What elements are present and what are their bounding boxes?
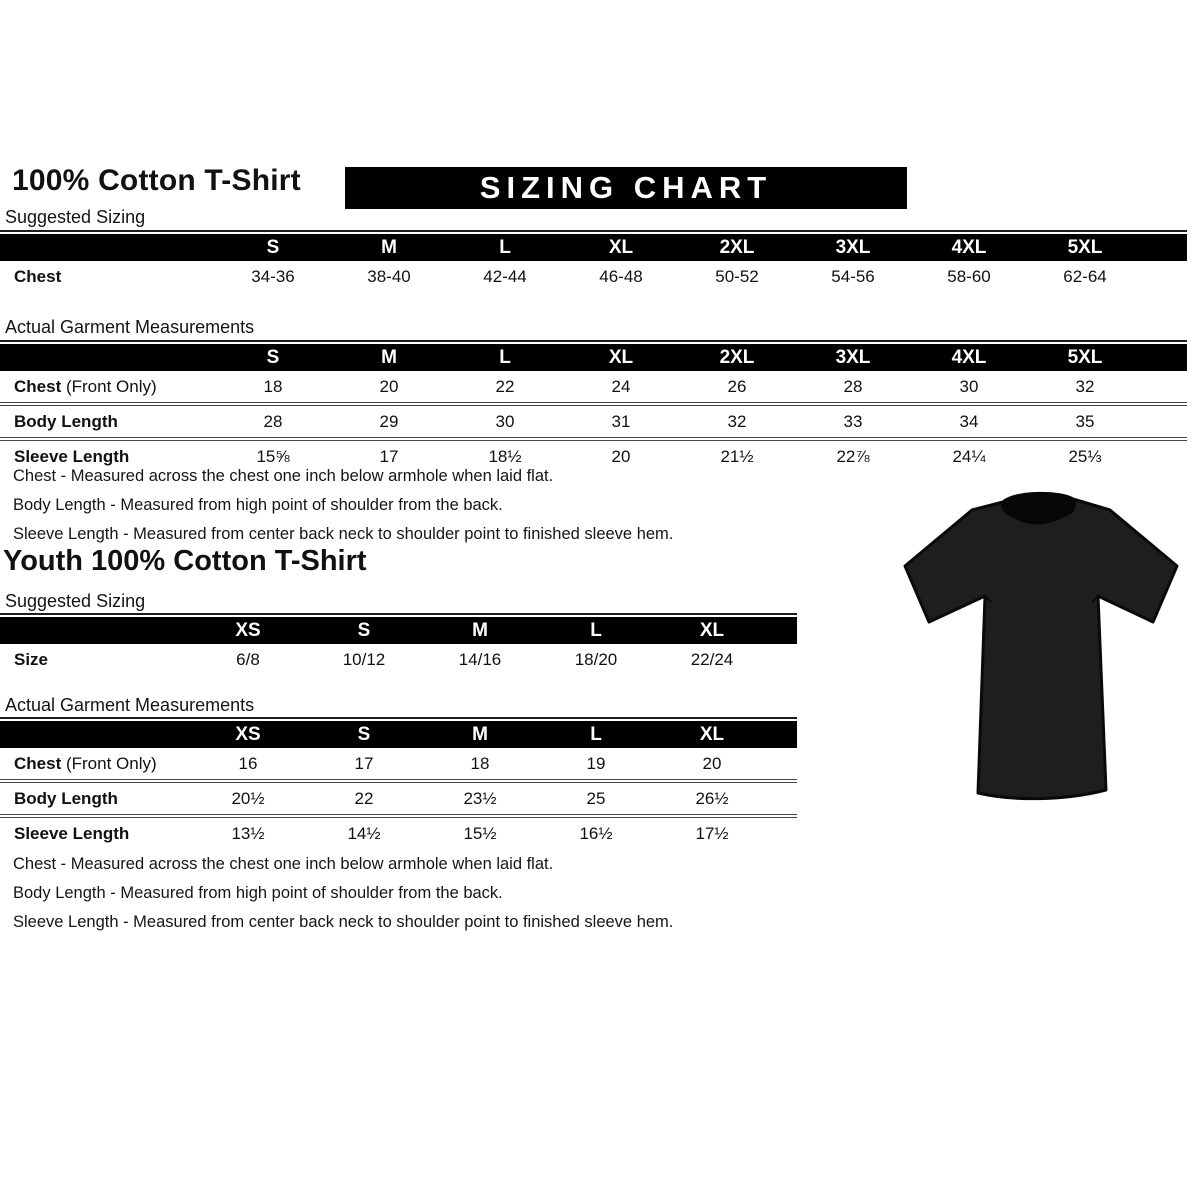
table-row	[0, 402, 1187, 437]
section-label-actual-youth: Actual Garment Measurements	[5, 695, 255, 715]
measurement-notes-adult	[13, 462, 673, 549]
cell-value: 16½	[579, 823, 613, 843]
cell-value: 35	[1075, 411, 1095, 431]
row-label	[0, 789, 190, 809]
table-row	[0, 371, 1187, 402]
row-label-main: Size	[14, 649, 49, 669]
cell-value: 17½	[695, 823, 729, 843]
cell-value: 20	[611, 446, 631, 466]
column-header: 4XL	[951, 236, 987, 258]
row-label	[0, 824, 190, 844]
row-label-suffix: (Front Only)	[61, 376, 157, 396]
row-label-main: Sleeve Length	[14, 823, 130, 843]
page-title: 100% Cotton T-Shirt	[12, 164, 301, 197]
column-header: 2XL	[719, 236, 755, 258]
column-header: 5XL	[1067, 236, 1103, 258]
row-label	[0, 650, 190, 670]
table-header-row	[0, 617, 797, 644]
cell-value: 62-64	[1063, 266, 1107, 286]
row-label	[0, 377, 215, 397]
row-label-main: Body Length	[14, 788, 118, 808]
cell-value: 24	[611, 376, 631, 396]
suggested-sizing-table-youth	[0, 617, 797, 675]
column-header: M	[472, 723, 488, 745]
cell-value: 18	[470, 753, 490, 773]
column-header: XS	[235, 723, 261, 745]
column-header: M	[472, 619, 488, 641]
table-header-row	[0, 721, 797, 748]
cell-value: 30	[959, 376, 979, 396]
cell-value: 28	[263, 411, 283, 431]
column-header: L	[590, 723, 602, 745]
divider-rule	[0, 613, 797, 615]
cell-value: 20½	[231, 788, 265, 808]
section-label-suggested-youth: Suggested Sizing	[5, 591, 146, 611]
cell-value: 23½	[463, 788, 497, 808]
cell-value: 10/12	[342, 649, 386, 669]
cell-value: 20	[702, 753, 722, 773]
column-header: 5XL	[1067, 346, 1103, 368]
cell-value: 18½	[488, 446, 522, 466]
cell-value: 24¼	[952, 446, 986, 466]
note-line: Body Length - Measured from high point of shoulder from the back.	[13, 496, 503, 514]
cell-value: 34	[959, 411, 979, 431]
cell-value: 29	[379, 411, 399, 431]
column-header: S	[357, 723, 371, 745]
column-header: XL	[699, 723, 725, 745]
divider-rule	[0, 340, 1187, 342]
cell-value: 32	[727, 411, 747, 431]
column-header: M	[381, 346, 397, 368]
row-label-main: Chest	[14, 266, 62, 286]
column-header: S	[357, 619, 371, 641]
column-header: M	[381, 236, 397, 258]
note-line: Chest - Measured across the chest one inch below armhole when laid flat.	[13, 855, 554, 873]
cell-value: 13½	[231, 823, 265, 843]
section-label-suggested-adult: Suggested Sizing	[5, 207, 146, 227]
column-header: S	[266, 346, 280, 368]
table-row	[0, 644, 797, 675]
cell-value: 21½	[720, 446, 754, 466]
cell-value: 28	[843, 376, 863, 396]
cell-value: 26	[727, 376, 747, 396]
row-label-main: Chest	[14, 753, 62, 773]
cell-value: 50-52	[715, 266, 759, 286]
actual-measurements-table-youth	[0, 721, 797, 849]
column-header: L	[499, 346, 511, 368]
cell-value: 15⅝	[256, 446, 290, 466]
column-header: 4XL	[951, 346, 987, 368]
cell-value: 30	[495, 411, 515, 431]
sizing-chart-banner: SIZING CHART	[345, 167, 907, 209]
cell-value: 19	[586, 753, 606, 773]
cell-value: 26½	[695, 788, 729, 808]
note-line: Body Length - Measured from high point of shoulder from the back.	[13, 884, 503, 902]
table-row	[0, 779, 797, 814]
cell-value: 14½	[347, 823, 381, 843]
cell-value: 17	[379, 446, 399, 466]
cell-value: 15½	[463, 823, 497, 843]
cell-value: 34-36	[251, 266, 295, 286]
row-label	[0, 412, 215, 432]
column-header: 3XL	[835, 346, 871, 368]
row-label	[0, 754, 190, 774]
column-header: XL	[608, 346, 634, 368]
column-header: XS	[235, 619, 261, 641]
column-header: L	[590, 619, 602, 641]
cell-value: 22	[495, 376, 515, 396]
section-label-actual-adult: Actual Garment Measurements	[5, 317, 255, 337]
measurement-notes-youth	[13, 850, 673, 937]
row-label-suffix: (Front Only)	[61, 753, 157, 773]
row-label-main: Body Length	[14, 411, 118, 431]
cell-value: 33	[843, 411, 863, 431]
cell-value: 25⅓	[1068, 446, 1102, 466]
cell-value: 25	[586, 788, 606, 808]
divider-rule	[0, 230, 1187, 232]
cell-value: 17	[354, 753, 374, 773]
cell-value: 38-40	[367, 266, 411, 286]
suggested-sizing-table-adult	[0, 234, 1187, 292]
note-line: Sleeve Length - Measured from center back neck to shoulder point to finished sleeve hem.	[13, 525, 674, 543]
cell-value: 22	[354, 788, 374, 808]
table-header-row	[0, 344, 1187, 371]
cell-value: 58-60	[947, 266, 991, 286]
cell-value: 22/24	[690, 649, 734, 669]
cell-value: 20	[379, 376, 399, 396]
divider-rule	[0, 717, 797, 719]
table-row	[0, 748, 797, 779]
note-line: Chest - Measured across the chest one inch below armhole when laid flat.	[13, 467, 554, 485]
cell-value: 18/20	[574, 649, 618, 669]
row-label	[0, 267, 215, 287]
tshirt-photo	[895, 484, 1187, 806]
cell-value: 16	[238, 753, 258, 773]
youth-title: Youth 100% Cotton T-Shirt	[3, 545, 367, 577]
table-row	[0, 814, 797, 849]
cell-value: 54-56	[831, 266, 875, 286]
cell-value: 46-48	[599, 266, 643, 286]
cell-value: 18	[263, 376, 283, 396]
column-header: 3XL	[835, 236, 871, 258]
note-line: Sleeve Length - Measured from center back neck to shoulder point to finished sleeve hem.	[13, 913, 674, 931]
row-label-main: Chest	[14, 376, 62, 396]
row-label-main: Sleeve Length	[14, 446, 130, 466]
table-header-row	[0, 234, 1187, 261]
column-header: 2XL	[719, 346, 755, 368]
column-header: L	[499, 236, 511, 258]
cell-value: 31	[611, 411, 631, 431]
cell-value: 32	[1075, 376, 1095, 396]
cell-value: 22⅞	[836, 446, 870, 466]
actual-measurements-table-adult	[0, 344, 1187, 472]
cell-value: 14/16	[458, 649, 502, 669]
cell-value: 42-44	[483, 266, 527, 286]
column-header: S	[266, 236, 280, 258]
tshirt-graphic	[895, 484, 1187, 806]
column-header: XL	[699, 619, 725, 641]
column-header: XL	[608, 236, 634, 258]
table-row	[0, 261, 1187, 292]
cell-value: 6/8	[236, 649, 260, 669]
